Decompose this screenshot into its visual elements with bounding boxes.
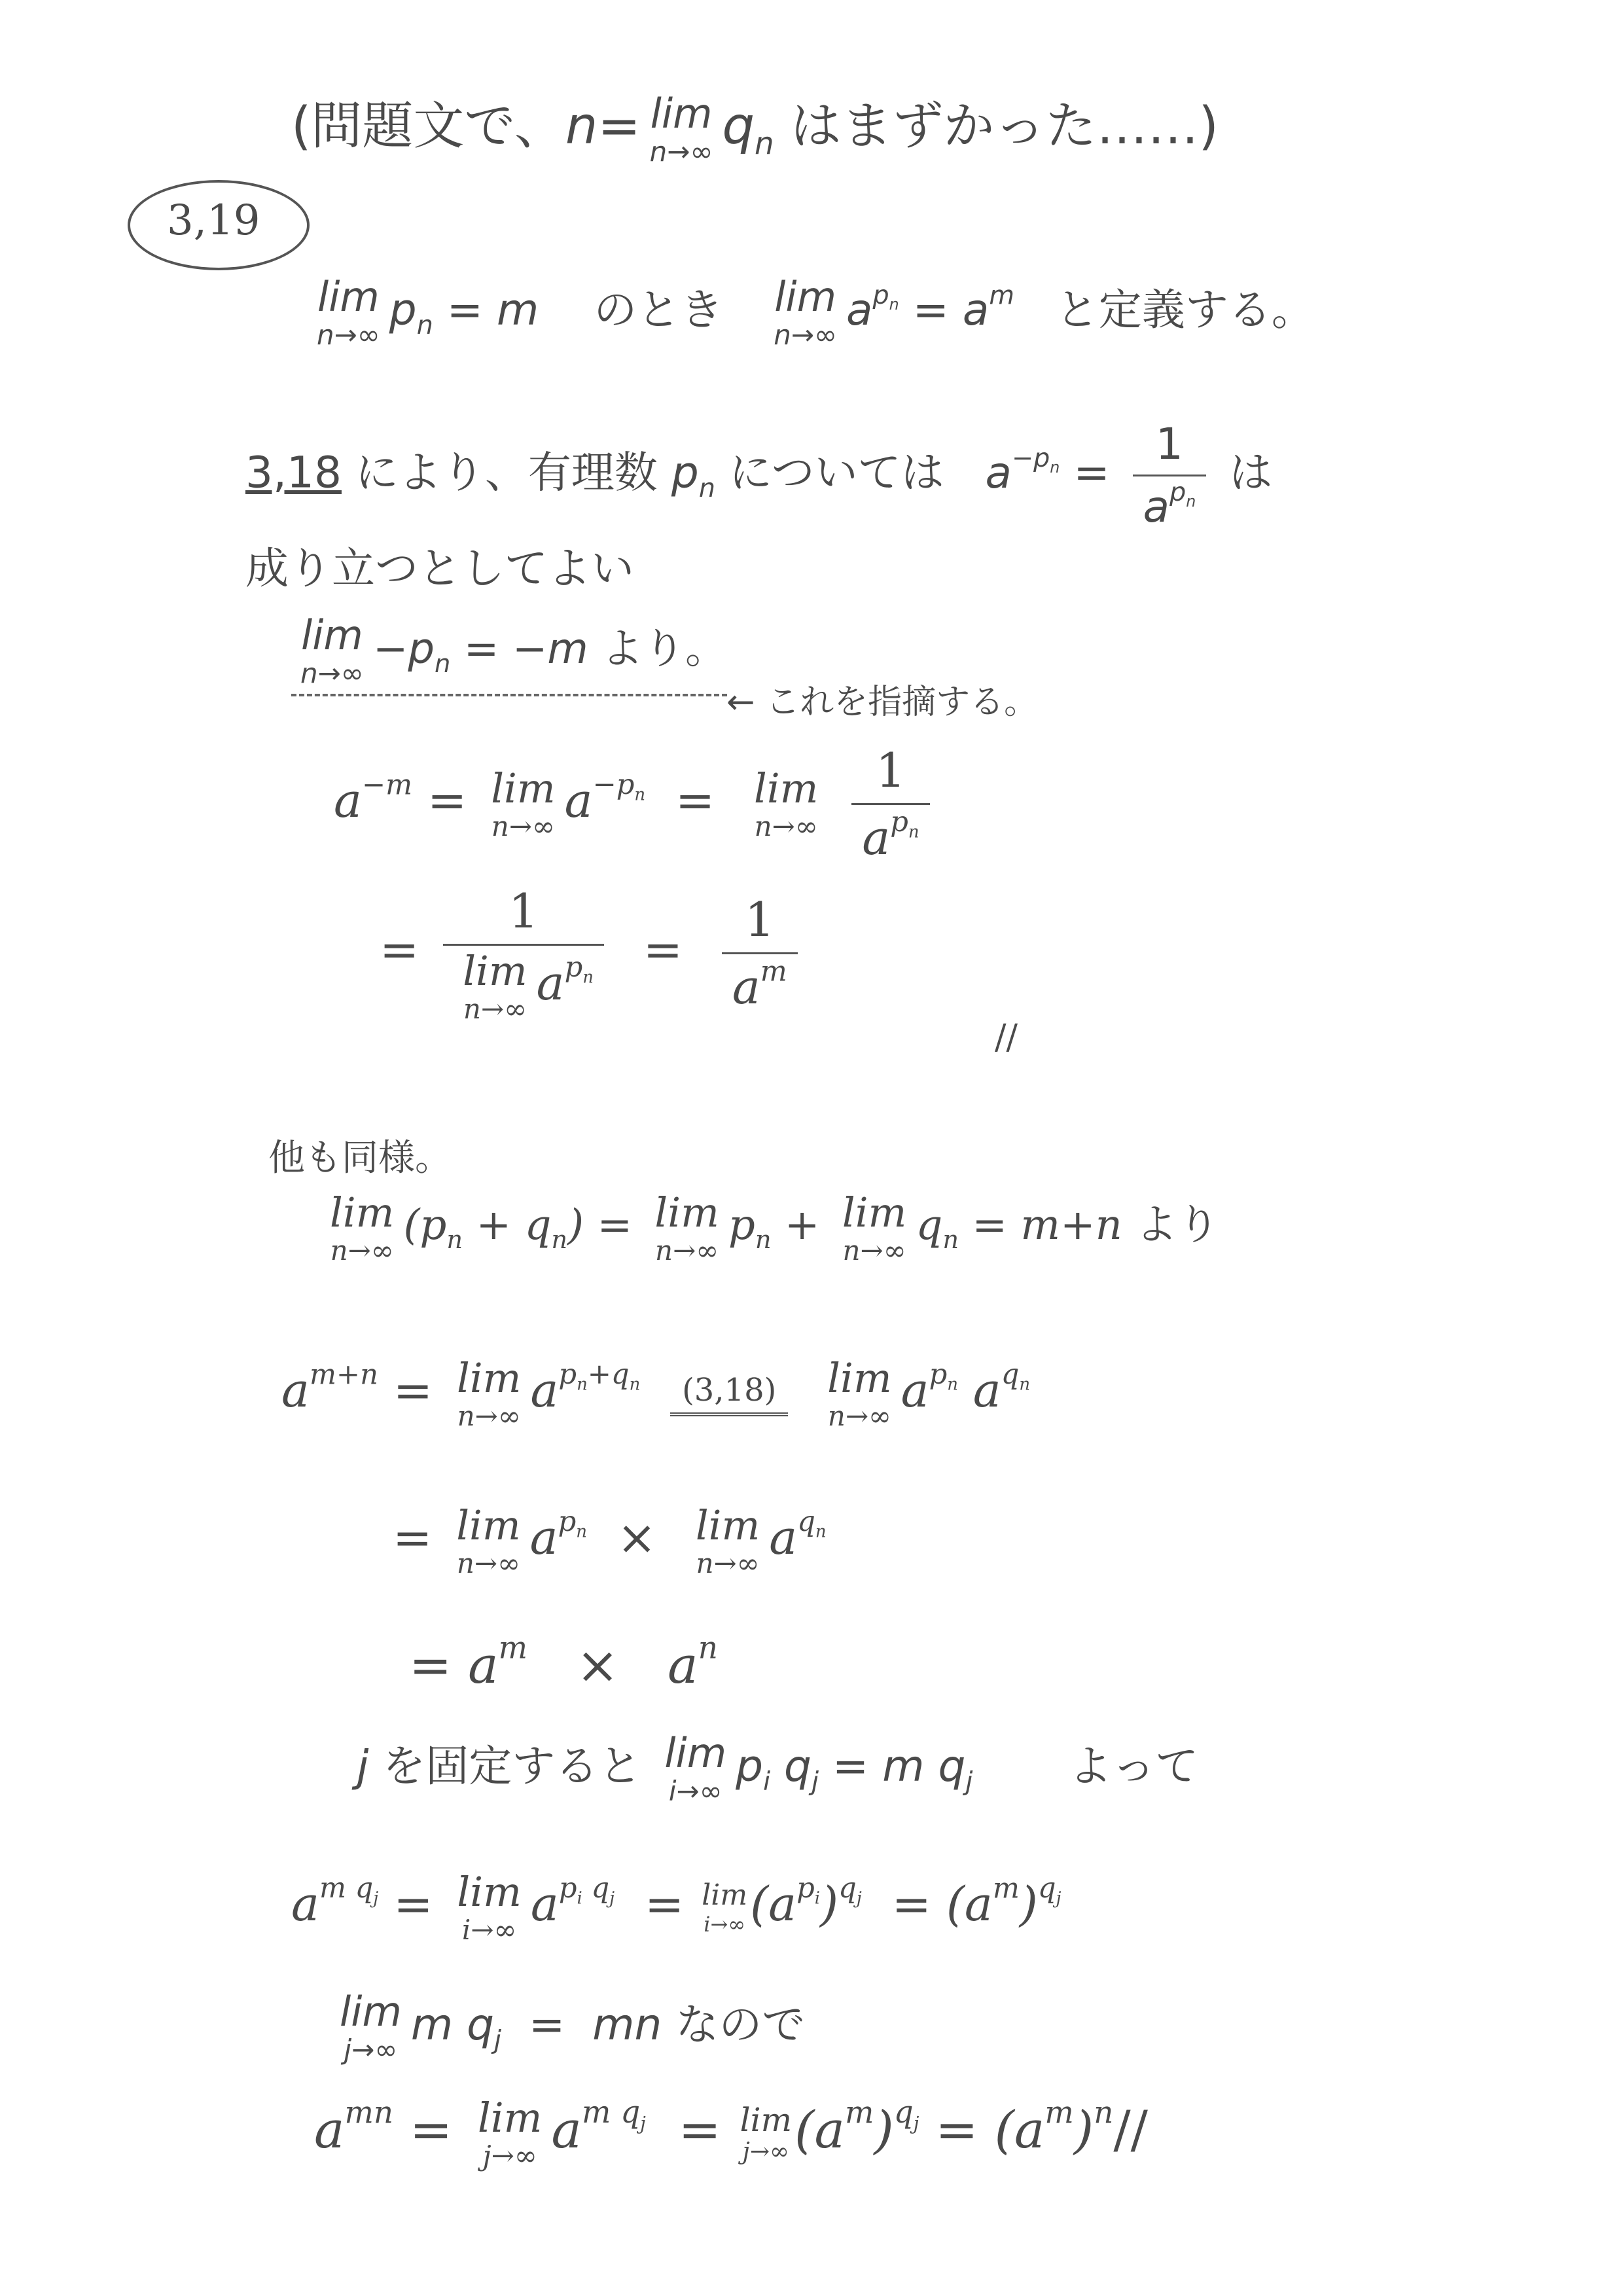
eq-frac: = 1 lim n→∞ $a^{p_n}$ = $\frac{1}{a^m}$ [380,884,807,1023]
fix-j-line: j を固定すると lim i→∞ $p_i$ $q_j = m$ $q_j$ よって [357,1729,1199,1807]
holds-line: 成り立つとしてよい [245,543,634,594]
others-same: 他も同様。 [268,1137,452,1179]
eq-mn: $a^{mn}$ = lim j→∞ $a^{m q_j}$ = lim j→∞ $(a^m)^{q_j} = (a^m)^n//$ [314,2094,1148,2172]
neg-limit-line: lim n→∞ $-p_n = -m$ より。 [291,615,727,696]
header-note: (問題文で、n= lim n→∞ $q_n$ はまずかった……) [291,89,1219,168]
sum-limit-line: lim n→∞ $(p_n + q_n)$ = lim n→∞ $p_n$ + lim n→∞ $q_n = m+n$ より [330,1188,1220,1266]
lim-mqj-line: lim j→∞ m $q_j$ = mn なので [340,1987,806,2066]
note-arrow: ← これを指摘する。 [726,683,1039,722]
by-318-line: 3,18 により、有理数 $p_n$ については $a^{-p_n}$ = $\frac{1}{a^{p_n}}$ は [245,419,1273,532]
eq-sum: $a^{m+n}$ = lim n→∞ $a^{p_n+q_n}$ (3,18) lim n→∞ $a^{p_n}$ $a^{q_n}$ [281,1354,1031,1432]
eq-result: = $a^m \times a^n$ [409,1630,718,1695]
definition-line: lim n→∞ $p_n = m$ のとき lim n→∞ $a^{p_n} = a^m$ と定義する。 [317,272,1315,351]
eq-a-neg-m: $a^{-m}$ = lim n→∞ $a^{-p_n}$ = lim n→∞ $\frac{1}{a^{p_n}}$ [334,743,939,865]
eq-prod: = lim n→∞ $a^{p_n}$ × lim n→∞ $a^{q_n}$ [393,1501,827,1579]
eq-mqj: $a^{m q_j}$ = lim i→∞ $a^{p_i q_j}$ = lim i→∞ $(a^{p_i})^{q_j} = (a^m)^{q_j}$ [291,1868,1061,1946]
end-mark-1: // [995,1018,1018,1057]
problem-number: 3,19 [167,196,260,245]
